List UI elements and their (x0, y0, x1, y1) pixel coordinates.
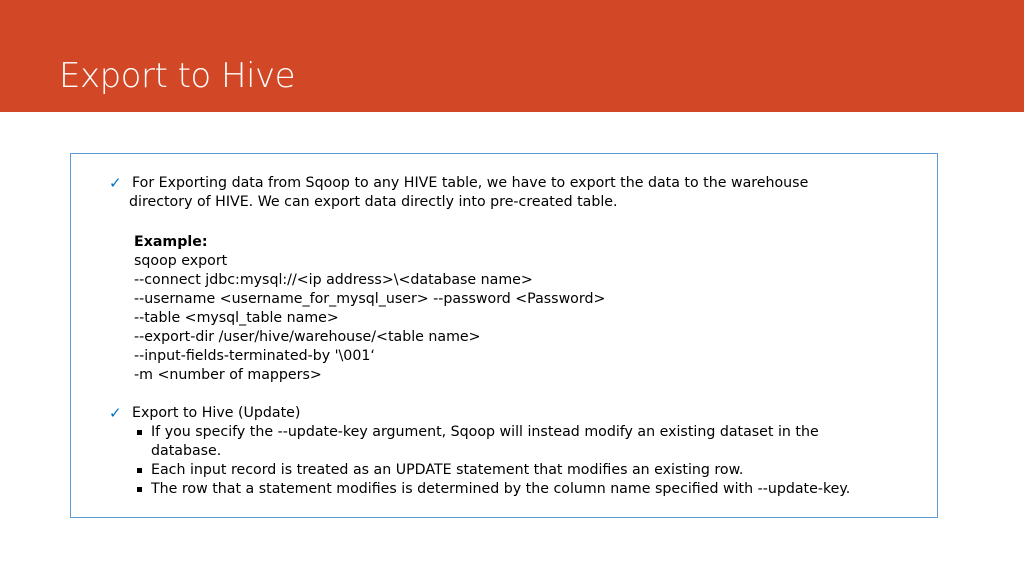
code-line: --table <mysql_table name> (134, 310, 339, 326)
intro-line-2: directory of HIVE. We can export data directly into pre-created table. (129, 194, 618, 210)
bullet-line: If you specify the --update-key argument, Sqoop will instead modify an existing dataset in the (151, 424, 819, 440)
code-line: -m <number of mappers> (134, 367, 322, 383)
square-bullet-icon (137, 487, 142, 492)
code-line: --input-fields-terminated-by '\001‘ (134, 348, 375, 364)
bullet-line: Each input record is treated as an UPDATE statement that modifies an existing row. (151, 462, 744, 478)
slide-title: Export to Hive (59, 56, 296, 96)
update-heading: Export to Hive (Update) (132, 405, 301, 421)
bullet-line: The row that a statement modifies is determined by the column name specified with --update-key. (151, 481, 851, 497)
code-line: --connect jdbc:mysql://<ip address>\<database name> (134, 272, 533, 288)
bullet-line: database. (151, 443, 222, 459)
content-box (70, 153, 938, 518)
example-heading: Example: (134, 234, 208, 250)
square-bullet-icon (137, 468, 142, 473)
intro-line-1: For Exporting data from Sqoop to any HIVE table, we have to export the data to the warehouse (132, 175, 809, 191)
code-line: sqoop export (134, 253, 228, 269)
code-line: --username <username_for_mysql_user> --password <Password> (134, 291, 606, 307)
check-icon: ✓ (109, 404, 122, 422)
code-line: --export-dir /user/hive/warehouse/<table name> (134, 329, 481, 345)
check-icon: ✓ (109, 174, 122, 192)
square-bullet-icon (137, 430, 142, 435)
